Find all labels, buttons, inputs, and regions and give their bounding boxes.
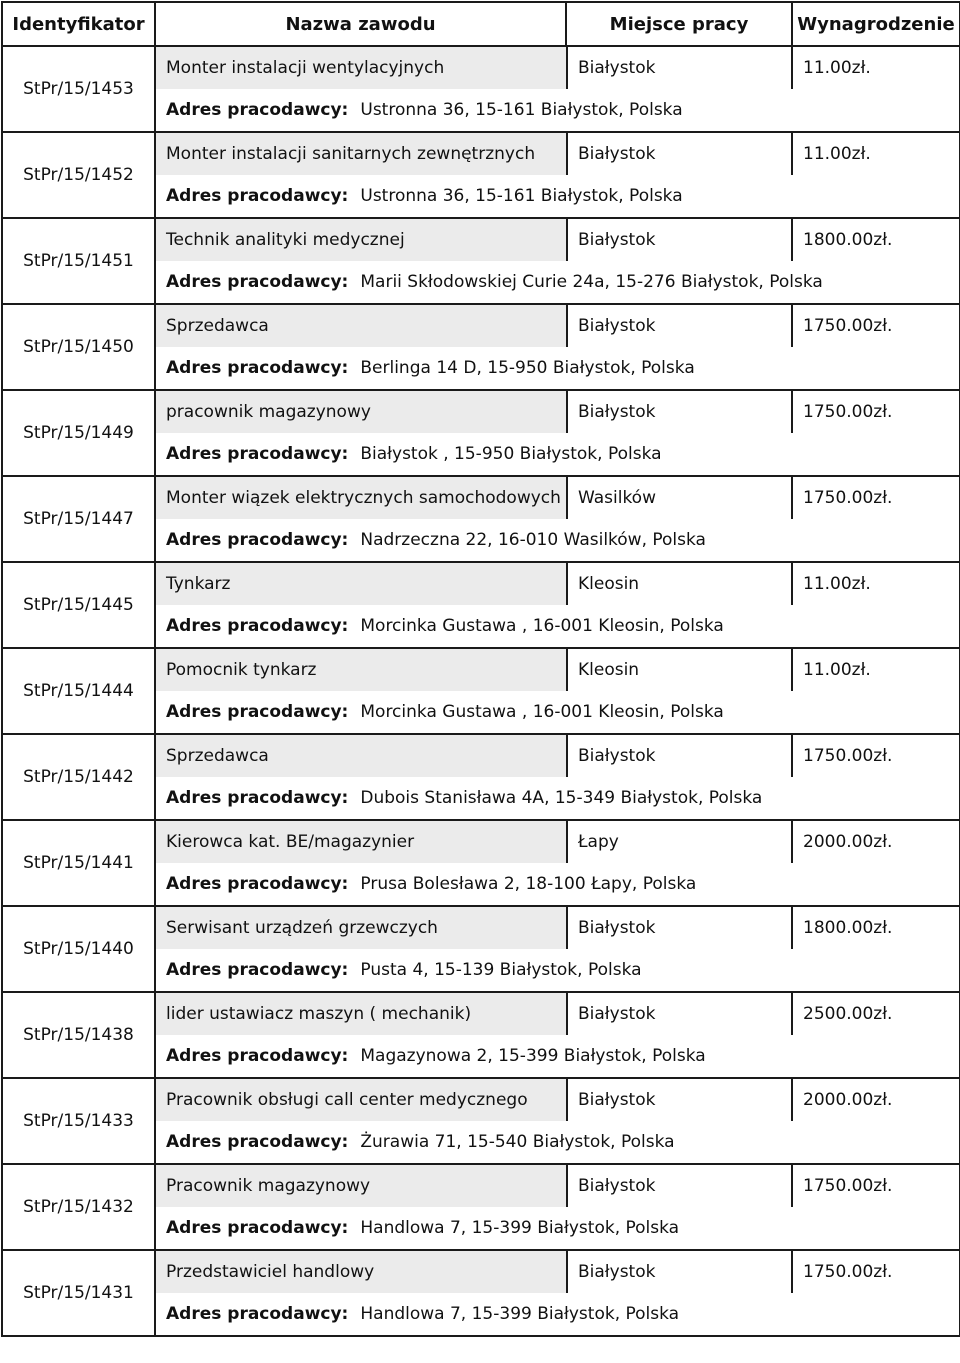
employer-address: Żurawia 71, 15-540 Białystok, Polska: [360, 1132, 675, 1152]
row-details: [155, 46, 960, 132]
job-line: [156, 993, 959, 1035]
address-line: [156, 691, 959, 733]
header-place: Miejsce pracy: [566, 2, 792, 46]
address-line: [156, 1035, 959, 1077]
address-line: [156, 433, 959, 475]
employer-address: Handlowa 7, 15-399 Białystok, Polska: [360, 1218, 680, 1238]
address-line: [156, 863, 959, 905]
row-id: StPr/15/1440: [2, 906, 155, 992]
address-label: Adres pracodawcy:: [166, 960, 349, 980]
row-id: StPr/15/1431: [2, 1250, 155, 1336]
row-id: StPr/15/1441: [2, 820, 155, 906]
job-line: [156, 391, 959, 433]
address-label: Adres pracodawcy:: [166, 444, 349, 464]
row-details: [155, 820, 960, 906]
job-line: [156, 477, 959, 519]
header-id: Identyfikator: [2, 2, 155, 46]
job-name: Pracownik obsługi call center medycznego: [156, 1079, 566, 1121]
row-details: [155, 304, 960, 390]
header-salary: Wynagrodzenie: [792, 2, 960, 46]
job-salary: 11.00zł.: [791, 563, 959, 605]
job-name: Tynkarz: [156, 563, 566, 605]
employer-address: Morcinka Gustawa , 16-001 Kleosin, Polska: [360, 702, 724, 722]
job-name: lider ustawiacz maszyn ( mechanik): [156, 993, 566, 1035]
employer-address: Prusa Bolesława 2, 18-100 Łapy, Polska: [360, 874, 697, 894]
address-label: Adres pracodawcy:: [166, 616, 349, 636]
row-details: [155, 562, 960, 648]
row-id: StPr/15/1444: [2, 648, 155, 734]
address-line: [156, 1207, 959, 1249]
job-line: [156, 133, 959, 175]
job-salary: 1750.00zł.: [791, 305, 959, 347]
job-name: Serwisant urządzeń grzewczych: [156, 907, 566, 949]
job-salary: 2500.00zł.: [791, 993, 959, 1035]
table-row: [2, 1164, 960, 1250]
job-place: Białystok: [566, 1079, 791, 1121]
job-place: Kleosin: [566, 563, 791, 605]
job-salary: 1750.00zł.: [791, 735, 959, 777]
table-row: [2, 562, 960, 648]
row-id: StPr/15/1445: [2, 562, 155, 648]
row-id: StPr/15/1452: [2, 132, 155, 218]
employer-address: Ustronna 36, 15-161 Białystok, Polska: [360, 100, 683, 120]
job-salary: 11.00zł.: [791, 47, 959, 89]
job-salary: 1750.00zł.: [791, 1165, 959, 1207]
row-details: [155, 1250, 960, 1336]
address-line: [156, 1121, 959, 1163]
row-details: [155, 390, 960, 476]
job-place: Wasilków: [566, 477, 791, 519]
table-row: [2, 1250, 960, 1336]
address-line: [156, 347, 959, 389]
address-label: Adres pracodawcy:: [166, 1304, 349, 1324]
address-label: Adres pracodawcy:: [166, 874, 349, 894]
job-name: pracownik magazynowy: [156, 391, 566, 433]
job-name: Technik analityki medycznej: [156, 219, 566, 261]
employer-address: Magazynowa 2, 15-399 Białystok, Polska: [360, 1046, 706, 1066]
employer-address: Marii Skłodowskiej Curie 24a, 15-276 Białystok, Polska: [360, 272, 823, 292]
job-line: [156, 1165, 959, 1207]
job-name: Pomocnik tynkarz: [156, 649, 566, 691]
address-label: Adres pracodawcy:: [166, 788, 349, 808]
job-place: Białystok: [566, 305, 791, 347]
job-place: Białystok: [566, 907, 791, 949]
row-details: [155, 734, 960, 820]
address-label: Adres pracodawcy:: [166, 186, 349, 206]
address-line: [156, 89, 959, 131]
job-salary: 1750.00zł.: [791, 391, 959, 433]
table-row: [2, 648, 960, 734]
job-name: Kierowca kat. BE/magazynier: [156, 821, 566, 863]
job-place: Białystok: [566, 133, 791, 175]
address-label: Adres pracodawcy:: [166, 1132, 349, 1152]
table-row: [2, 734, 960, 820]
job-line: [156, 219, 959, 261]
job-line: [156, 821, 959, 863]
job-line: [156, 649, 959, 691]
row-details: [155, 648, 960, 734]
address-label: Adres pracodawcy:: [166, 1218, 349, 1238]
row-id: StPr/15/1432: [2, 1164, 155, 1250]
address-label: Adres pracodawcy:: [166, 1046, 349, 1066]
address-label: Adres pracodawcy:: [166, 530, 349, 550]
table-row: [2, 1078, 960, 1164]
job-salary: 2000.00zł.: [791, 821, 959, 863]
row-id: StPr/15/1451: [2, 218, 155, 304]
address-line: [156, 261, 959, 303]
table-row: [2, 390, 960, 476]
employer-address: Nadrzeczna 22, 16-010 Wasilków, Polska: [360, 530, 706, 550]
job-salary: 11.00zł.: [791, 133, 959, 175]
job-name: Pracownik magazynowy: [156, 1165, 566, 1207]
job-place: Białystok: [566, 1165, 791, 1207]
row-details: [155, 906, 960, 992]
job-place: Białystok: [566, 735, 791, 777]
address-line: [156, 949, 959, 991]
address-label: Adres pracodawcy:: [166, 702, 349, 722]
row-id: StPr/15/1453: [2, 46, 155, 132]
table-row: [2, 992, 960, 1078]
job-salary: 1750.00zł.: [791, 477, 959, 519]
job-salary: 1800.00zł.: [791, 219, 959, 261]
job-salary: 1800.00zł.: [791, 907, 959, 949]
employer-address: Handlowa 7, 15-399 Białystok, Polska: [360, 1304, 680, 1324]
address-label: Adres pracodawcy:: [166, 100, 349, 120]
table-row: [2, 132, 960, 218]
row-details: [155, 1078, 960, 1164]
job-name: Monter instalacji sanitarnych zewnętrznych: [156, 133, 566, 175]
job-place: Kleosin: [566, 649, 791, 691]
address-line: [156, 605, 959, 647]
employer-address: Białystok , 15-950 Białystok, Polska: [360, 444, 662, 464]
employer-address: Morcinka Gustawa , 16-001 Kleosin, Polska: [360, 616, 724, 636]
address-label: Adres pracodawcy:: [166, 272, 349, 292]
row-details: [155, 476, 960, 562]
job-salary: 1750.00zł.: [791, 1251, 959, 1293]
row-id: StPr/15/1438: [2, 992, 155, 1078]
job-name: Monter wiązek elektrycznych samochodowych: [156, 477, 566, 519]
row-id: StPr/15/1449: [2, 390, 155, 476]
address-line: [156, 777, 959, 819]
employer-address: Berlinga 14 D, 15-950 Białystok, Polska: [360, 358, 695, 378]
job-line: [156, 305, 959, 347]
row-id: StPr/15/1450: [2, 304, 155, 390]
employer-address: Dubois Stanisława 4A, 15-349 Białystok, Polska: [360, 788, 763, 808]
table-body: [2, 46, 960, 1336]
address-label: Adres pracodawcy:: [166, 358, 349, 378]
table-header-row: [2, 2, 960, 46]
address-line: [156, 1293, 959, 1335]
table-row: [2, 304, 960, 390]
row-details: [155, 132, 960, 218]
table-row: [2, 218, 960, 304]
job-place: Białystok: [566, 47, 791, 89]
address-line: [156, 175, 959, 217]
job-name: Sprzedawca: [156, 305, 566, 347]
address-line: [156, 519, 959, 561]
header-name: Nazwa zawodu: [155, 2, 566, 46]
job-line: [156, 47, 959, 89]
row-id: StPr/15/1433: [2, 1078, 155, 1164]
job-salary: 2000.00zł.: [791, 1079, 959, 1121]
job-offers-table: [1, 1, 960, 1337]
table-row: [2, 46, 960, 132]
job-name: Sprzedawca: [156, 735, 566, 777]
job-place: Łapy: [566, 821, 791, 863]
employer-address: Pusta 4, 15-139 Białystok, Polska: [360, 960, 642, 980]
row-details: [155, 218, 960, 304]
table-row: [2, 820, 960, 906]
job-name: Monter instalacji wentylacyjnych: [156, 47, 566, 89]
job-line: [156, 563, 959, 605]
job-place: Białystok: [566, 993, 791, 1035]
table-row: [2, 906, 960, 992]
table-row: [2, 476, 960, 562]
employer-address: Ustronna 36, 15-161 Białystok, Polska: [360, 186, 683, 206]
job-line: [156, 735, 959, 777]
row-details: [155, 992, 960, 1078]
job-salary: 11.00zł.: [791, 649, 959, 691]
job-name: Przedstawiciel handlowy: [156, 1251, 566, 1293]
job-line: [156, 1079, 959, 1121]
job-line: [156, 1251, 959, 1293]
job-place: Białystok: [566, 391, 791, 433]
job-line: [156, 907, 959, 949]
row-id: StPr/15/1442: [2, 734, 155, 820]
job-place: Białystok: [566, 219, 791, 261]
row-details: [155, 1164, 960, 1250]
job-place: Białystok: [566, 1251, 791, 1293]
row-id: StPr/15/1447: [2, 476, 155, 562]
